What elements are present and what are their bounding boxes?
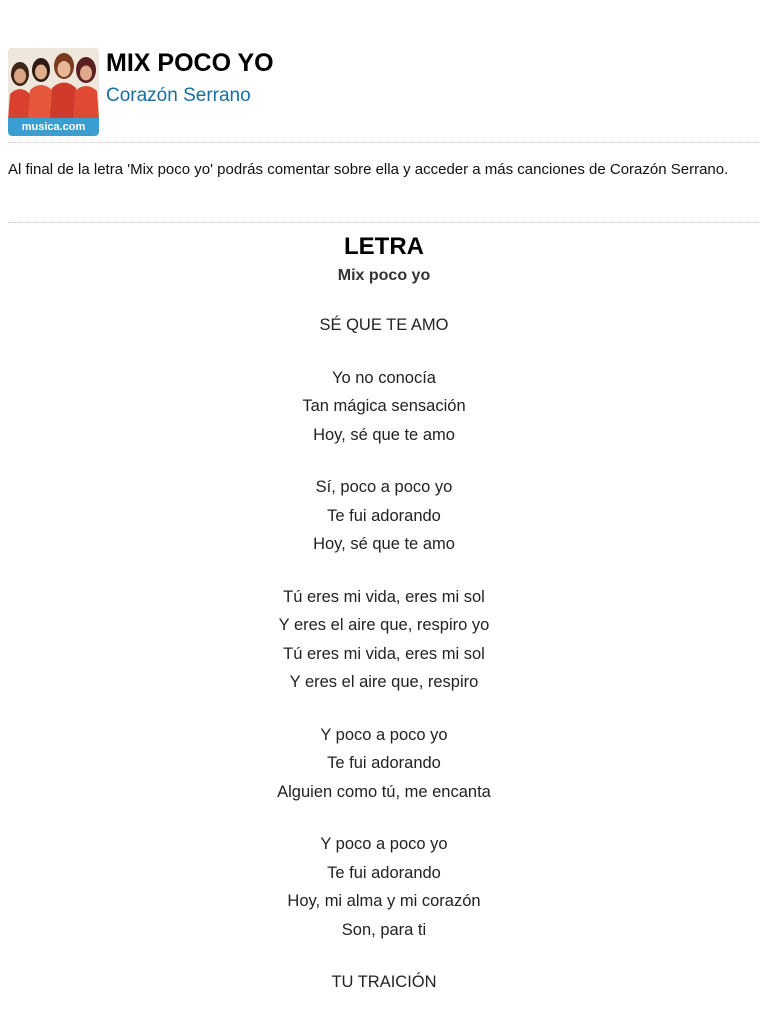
lyric-line: Y poco a poco yo: [320, 835, 448, 853]
lyric-line: Tan mágica sensación: [302, 397, 466, 415]
lyrics-stanza: [0, 364, 768, 450]
lyric-line: Hoy, sé que te amo: [313, 425, 455, 444]
lyrics-stanza: [0, 311, 768, 340]
lyric-line: Y eres el aire que, respiro yo: [278, 616, 490, 634]
lyric-line: Y poco a poco yo: [320, 725, 448, 744]
artist-thumbnail[interactable]: [8, 48, 99, 136]
intro-text: Al final de la letra 'Mix poco yo' podrás comentar sobre ella y acceder a más canciones de Corazón Serrano.: [8, 161, 729, 178]
lyrics-stanza: [0, 721, 768, 807]
song-header: [8, 48, 760, 136]
divider: [8, 222, 760, 223]
lyric-line: Tú eres mi vida, eres mi sol: [283, 644, 485, 663]
lyrics-stanza: [0, 830, 768, 944]
lyrics-section: [0, 232, 768, 997]
lyrics-stanza: [0, 473, 768, 559]
lyric-line: TU TRAICIÓN: [331, 973, 437, 991]
artist-link[interactable]: Corazón Serrano: [106, 85, 251, 106]
lyric-line: Te fui adorando: [327, 754, 441, 772]
lyrics-subtitle: Mix poco yo: [337, 267, 431, 284]
lyric-line: Te fui adorando: [327, 506, 441, 525]
lyrics-heading: LETRA: [344, 233, 424, 260]
lyric-line: Hoy, mi alma y mi corazón: [287, 892, 481, 910]
lyric-line: Son, para ti: [341, 920, 427, 939]
lyric-line: Tú eres mi vida, eres mi sol: [283, 587, 485, 606]
lyric-line: Te fui adorando: [327, 863, 441, 882]
musica-logo: musica.com: [8, 118, 99, 136]
lyric-line: Hoy, sé que te amo: [313, 535, 455, 553]
lyric-line: Sí, poco a poco yo: [315, 478, 453, 496]
lyric-line: Yo no conocía: [332, 368, 436, 387]
divider: [8, 142, 760, 143]
lyric-line: Y eres el aire que, respiro: [289, 673, 479, 691]
lyrics-stanza: [0, 583, 768, 697]
lyric-line: Alguien como tú, me encanta: [277, 782, 491, 801]
lyric-line: SÉ QUE TE AMO: [319, 316, 449, 334]
lyrics-stanza: [0, 968, 768, 997]
song-title: MIX POCO YO: [106, 49, 274, 77]
